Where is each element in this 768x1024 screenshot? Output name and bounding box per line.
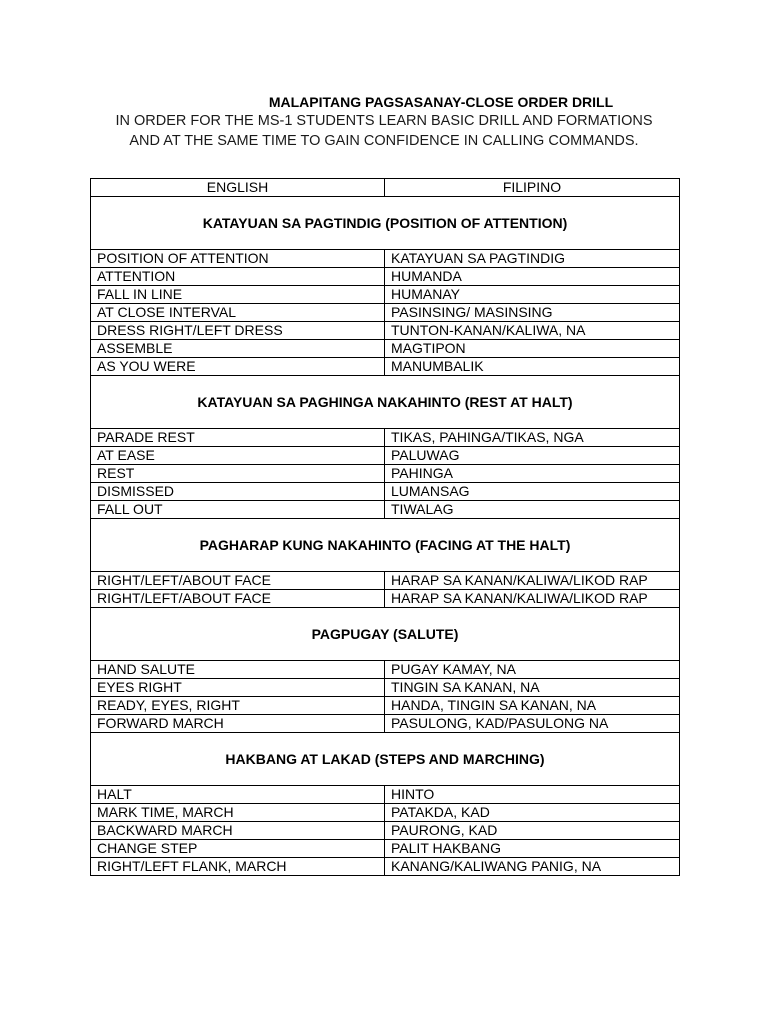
filipino-command: PALUWAG (385, 447, 680, 465)
section-heading-row (91, 733, 680, 786)
english-command: MARK TIME, MARCH (91, 804, 385, 822)
section-heading: PAGPUGAY (SALUTE) (91, 608, 680, 661)
section-heading: HAKBANG AT LAKAD (STEPS AND MARCHING) (91, 733, 680, 786)
table-row (91, 286, 680, 304)
filipino-command: PATAKDA, KAD (385, 804, 680, 822)
table-row (91, 661, 680, 679)
english-command: EYES RIGHT (91, 679, 385, 697)
table-row (91, 679, 680, 697)
table-row (91, 804, 680, 822)
english-command: ATTENTION (91, 268, 385, 286)
english-command: ASSEMBLE (91, 340, 385, 358)
filipino-command: PAHINGA (385, 465, 680, 483)
table-row (91, 501, 680, 519)
filipino-command: HARAP SA KANAN/KALIWA/LIKOD RAP (385, 572, 680, 590)
document-subtitle-line-2: AND AT THE SAME TIME TO GAIN CONFIDENCE IN CALLING COMMANDS. (129, 133, 639, 149)
table-row (91, 250, 680, 268)
table-row (91, 465, 680, 483)
table-row (91, 358, 680, 376)
table-row (91, 786, 680, 804)
english-command: AT EASE (91, 447, 385, 465)
english-command: AT CLOSE INTERVAL (91, 304, 385, 322)
english-command: RIGHT/LEFT/ABOUT FACE (91, 590, 385, 608)
filipino-command: HANDA, TINGIN SA KANAN, NA (385, 697, 680, 715)
table-row (91, 447, 680, 465)
drill-commands-table (90, 178, 680, 876)
table-row (91, 697, 680, 715)
english-command: DRESS RIGHT/LEFT DRESS (91, 322, 385, 340)
section-heading-row (91, 197, 680, 250)
table-row (91, 572, 680, 590)
section-heading: KATAYUAN SA PAGHINGA NAKAHINTO (REST AT HALT) (91, 376, 680, 429)
filipino-command: HUMANDA (385, 268, 680, 286)
english-command: FORWARD MARCH (91, 715, 385, 733)
table-row (91, 715, 680, 733)
filipino-command: HINTO (385, 786, 680, 804)
table-row (91, 590, 680, 608)
english-command: BACKWARD MARCH (91, 822, 385, 840)
document-header (0, 94, 768, 151)
filipino-command: KATAYUAN SA PAGTINDIG (385, 250, 680, 268)
english-command: FALL OUT (91, 501, 385, 519)
filipino-command: TIWALAG (385, 501, 680, 519)
document-title: MALAPITANG PAGSASANAY-CLOSE ORDER DRILL (268, 94, 614, 110)
section-heading-row (91, 608, 680, 661)
filipino-command: PASINSING/ MASINSING (385, 304, 680, 322)
filipino-command: KANANG/KALIWANG PANIG, NA (385, 858, 680, 876)
section-heading: KATAYUAN SA PAGTINDIG (POSITION OF ATTENTION) (91, 197, 680, 250)
column-header-english: ENGLISH (91, 179, 385, 197)
table-row (91, 429, 680, 447)
filipino-command: PUGAY KAMAY, NA (385, 661, 680, 679)
filipino-command: MAGTIPON (385, 340, 680, 358)
english-command: HALT (91, 786, 385, 804)
filipino-command: PAURONG, KAD (385, 822, 680, 840)
filipino-command: TINGIN SA KANAN, NA (385, 679, 680, 697)
english-command: RIGHT/LEFT FLANK, MARCH (91, 858, 385, 876)
english-command: RIGHT/LEFT/ABOUT FACE (91, 572, 385, 590)
filipino-command: TIKAS, PAHINGA/TIKAS, NGA (385, 429, 680, 447)
filipino-command: HUMANAY (385, 286, 680, 304)
filipino-command: MANUMBALIK (385, 358, 680, 376)
filipino-command: HARAP SA KANAN/KALIWA/LIKOD RAP (385, 590, 680, 608)
english-command: READY, EYES, RIGHT (91, 697, 385, 715)
table-row (91, 340, 680, 358)
table-row (91, 840, 680, 858)
document-subtitle-line-1: IN ORDER FOR THE MS-1 STUDENTS LEARN BASIC DRILL AND FORMATIONS (115, 113, 653, 129)
table-header-row (91, 179, 680, 197)
section-heading-row (91, 376, 680, 429)
filipino-command: PASULONG, KAD/PASULONG NA (385, 715, 680, 733)
table-row (91, 483, 680, 501)
english-command: POSITION OF ATTENTION (91, 250, 385, 268)
english-command: HAND SALUTE (91, 661, 385, 679)
table-row (91, 304, 680, 322)
filipino-command: PALIT HAKBANG (385, 840, 680, 858)
table-row (91, 268, 680, 286)
section-heading-row (91, 519, 680, 572)
english-command: DISMISSED (91, 483, 385, 501)
english-command: AS YOU WERE (91, 358, 385, 376)
table-row (91, 822, 680, 840)
table-row (91, 322, 680, 340)
table-row (91, 858, 680, 876)
filipino-command: LUMANSAG (385, 483, 680, 501)
english-command: CHANGE STEP (91, 840, 385, 858)
filipino-command: TUNTON-KANAN/KALIWA, NA (385, 322, 680, 340)
english-command: REST (91, 465, 385, 483)
column-header-filipino: FILIPINO (385, 179, 680, 197)
english-command: FALL IN LINE (91, 286, 385, 304)
section-heading: PAGHARAP KUNG NAKAHINTO (FACING AT THE HALT) (91, 519, 680, 572)
english-command: PARADE REST (91, 429, 385, 447)
